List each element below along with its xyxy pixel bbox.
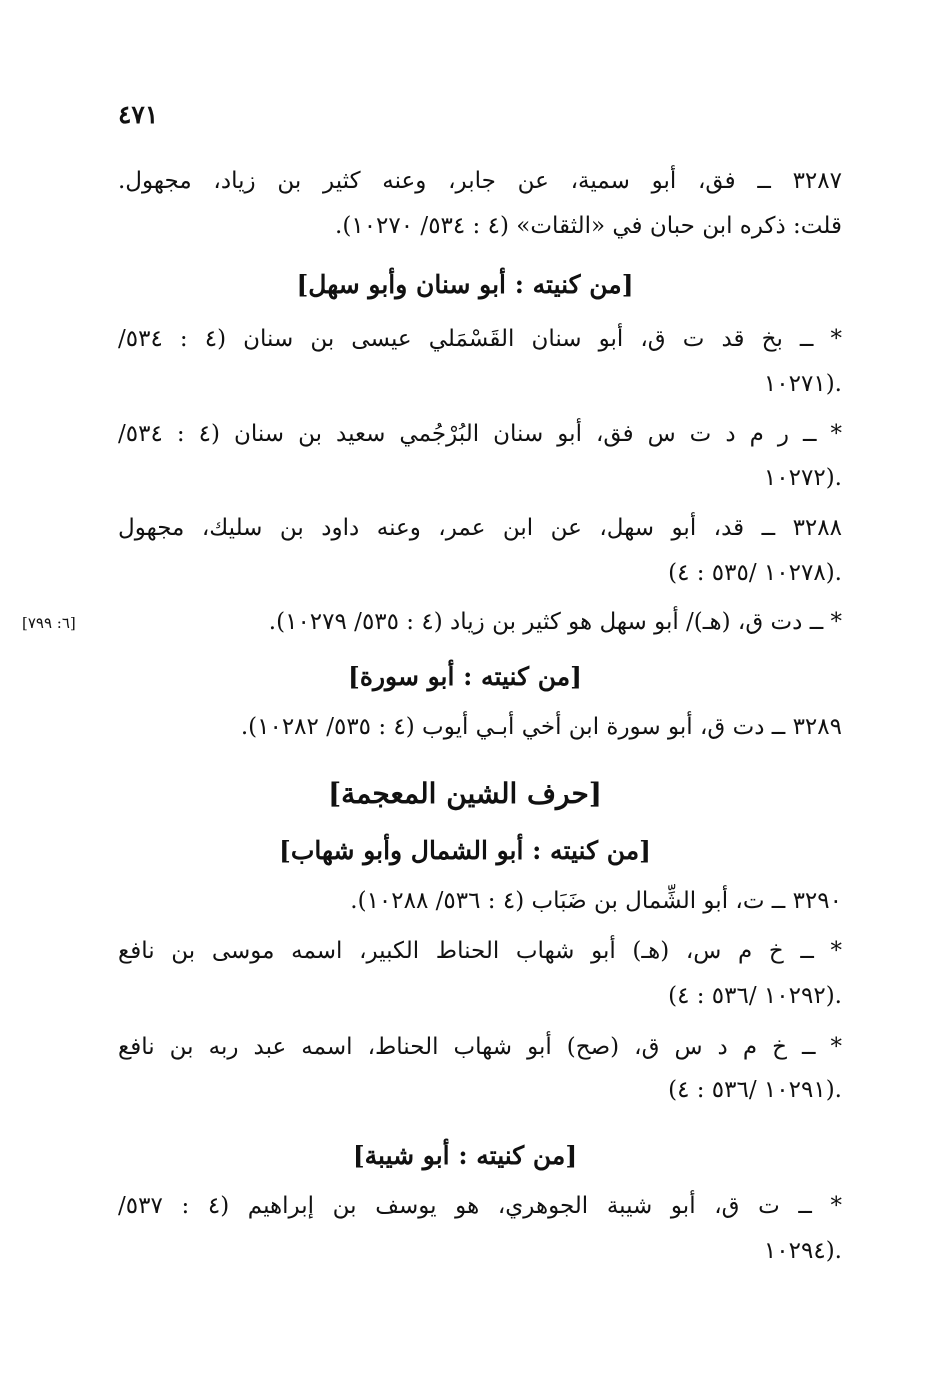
crossref-abu-sinan-qasmali-line-1: * ــ بخ قد ت ق، أبو سنان القَسْمَلي عيسى بن سنان (٤ : ٥٣٤/ — [118, 326, 842, 352]
crossref-abu-sinan-qasmali-line-2: .(١٠٢٧١ — [763, 371, 842, 397]
section-heading-abu-sinan: [من كنيته : أبو سنان وأبو سهل] — [296, 270, 634, 299]
section-heading-abu-shimal: [من كنيته : أبو الشمال وأبو شهاب] — [279, 836, 651, 865]
section-heading-abu-shayba: [من كنيته : أبو شيبة] — [352, 1141, 578, 1170]
chapter-heading-shin: [حرف الشين المعجمة] — [327, 777, 603, 810]
crossref-abu-sinan-burjumi-line-2: .(١٠٢٧٢ — [763, 465, 842, 491]
crossref-abu-shihab-kabir-line-1: * ــ خ م س، (هـ) أبو شهاب الحناط الكبير، اسمه موسى بن نافع — [118, 938, 843, 964]
entry-3287-line-2: قلت: ذكره ابن حبان في «الثقات» (٤ : ٥٣٤/ ١٠٢٧٠). — [335, 213, 842, 239]
crossref-abu-shihab-hannat-line-2: .(١٠٢٩١ /٥٣٦ : ٤) — [668, 1077, 842, 1103]
crossref-abu-shayba-line-2: .(١٠٢٩٤ — [763, 1238, 842, 1264]
page-number: ٤٧١ — [118, 100, 159, 129]
crossref-abu-shayba-line-1: * ــ ت ق، أبو شيبة الجوهري، هو يوسف بن إبراهيم (٤ : ٥٣٧/ — [118, 1193, 843, 1219]
entry-3289: ٣٢٨٩ ــ دت ق، أبو سورة ابن أخي أبـي أيوب (٤ : ٥٣٥/ ١٠٢٨٢). — [240, 714, 842, 740]
entry-3290: ٣٢٩٠ ــ ت، أبو الشِّمال بن ضَبَاب (٤ : ٥٣٦/ ١٠٢٨٨). — [350, 888, 842, 914]
crossref-abu-shihab-kabir-line-2: .(١٠٢٩٢ /٥٣٦ : ٤) — [668, 983, 842, 1009]
entry-3288-line-1: ٣٢٨٨ ــ قد، أبو سهل، عن ابن عمر، وعنه داود بن سليك، مجهول — [118, 515, 842, 541]
crossref-abu-shihab-hannat-line-1: * ــ خ م د س ق، (صح) أبو شهاب الحناط، اسمه عبد ربه بن نافع — [118, 1034, 842, 1060]
margin-reference: [٦: ٧٩٩] — [22, 614, 76, 632]
crossref-abu-sinan-burjumi-line-1: * ــ ر م د ت س فق، أبو سنان البُرْجُمي سعيد بن سنان (٤ : ٥٣٤/ — [118, 421, 843, 447]
section-heading-abu-sura: [من كنيته : أبو سورة] — [348, 662, 582, 691]
entry-3288-line-2: .(١٠٢٧٨ /٥٣٥ : ٤) — [668, 560, 842, 586]
entry-3287-line-1: ٣٢٨٧ ــ فق، أبو سمية، عن جابر، وعنه كثير بن زياد، مجهول. — [118, 168, 842, 194]
crossref-abu-sahl: * ــ دت ق، (هـ)/ أبو سهل هو كثير بن زياد (٤ : ٥٣٥/ ١٠٢٧٩). — [268, 609, 842, 635]
